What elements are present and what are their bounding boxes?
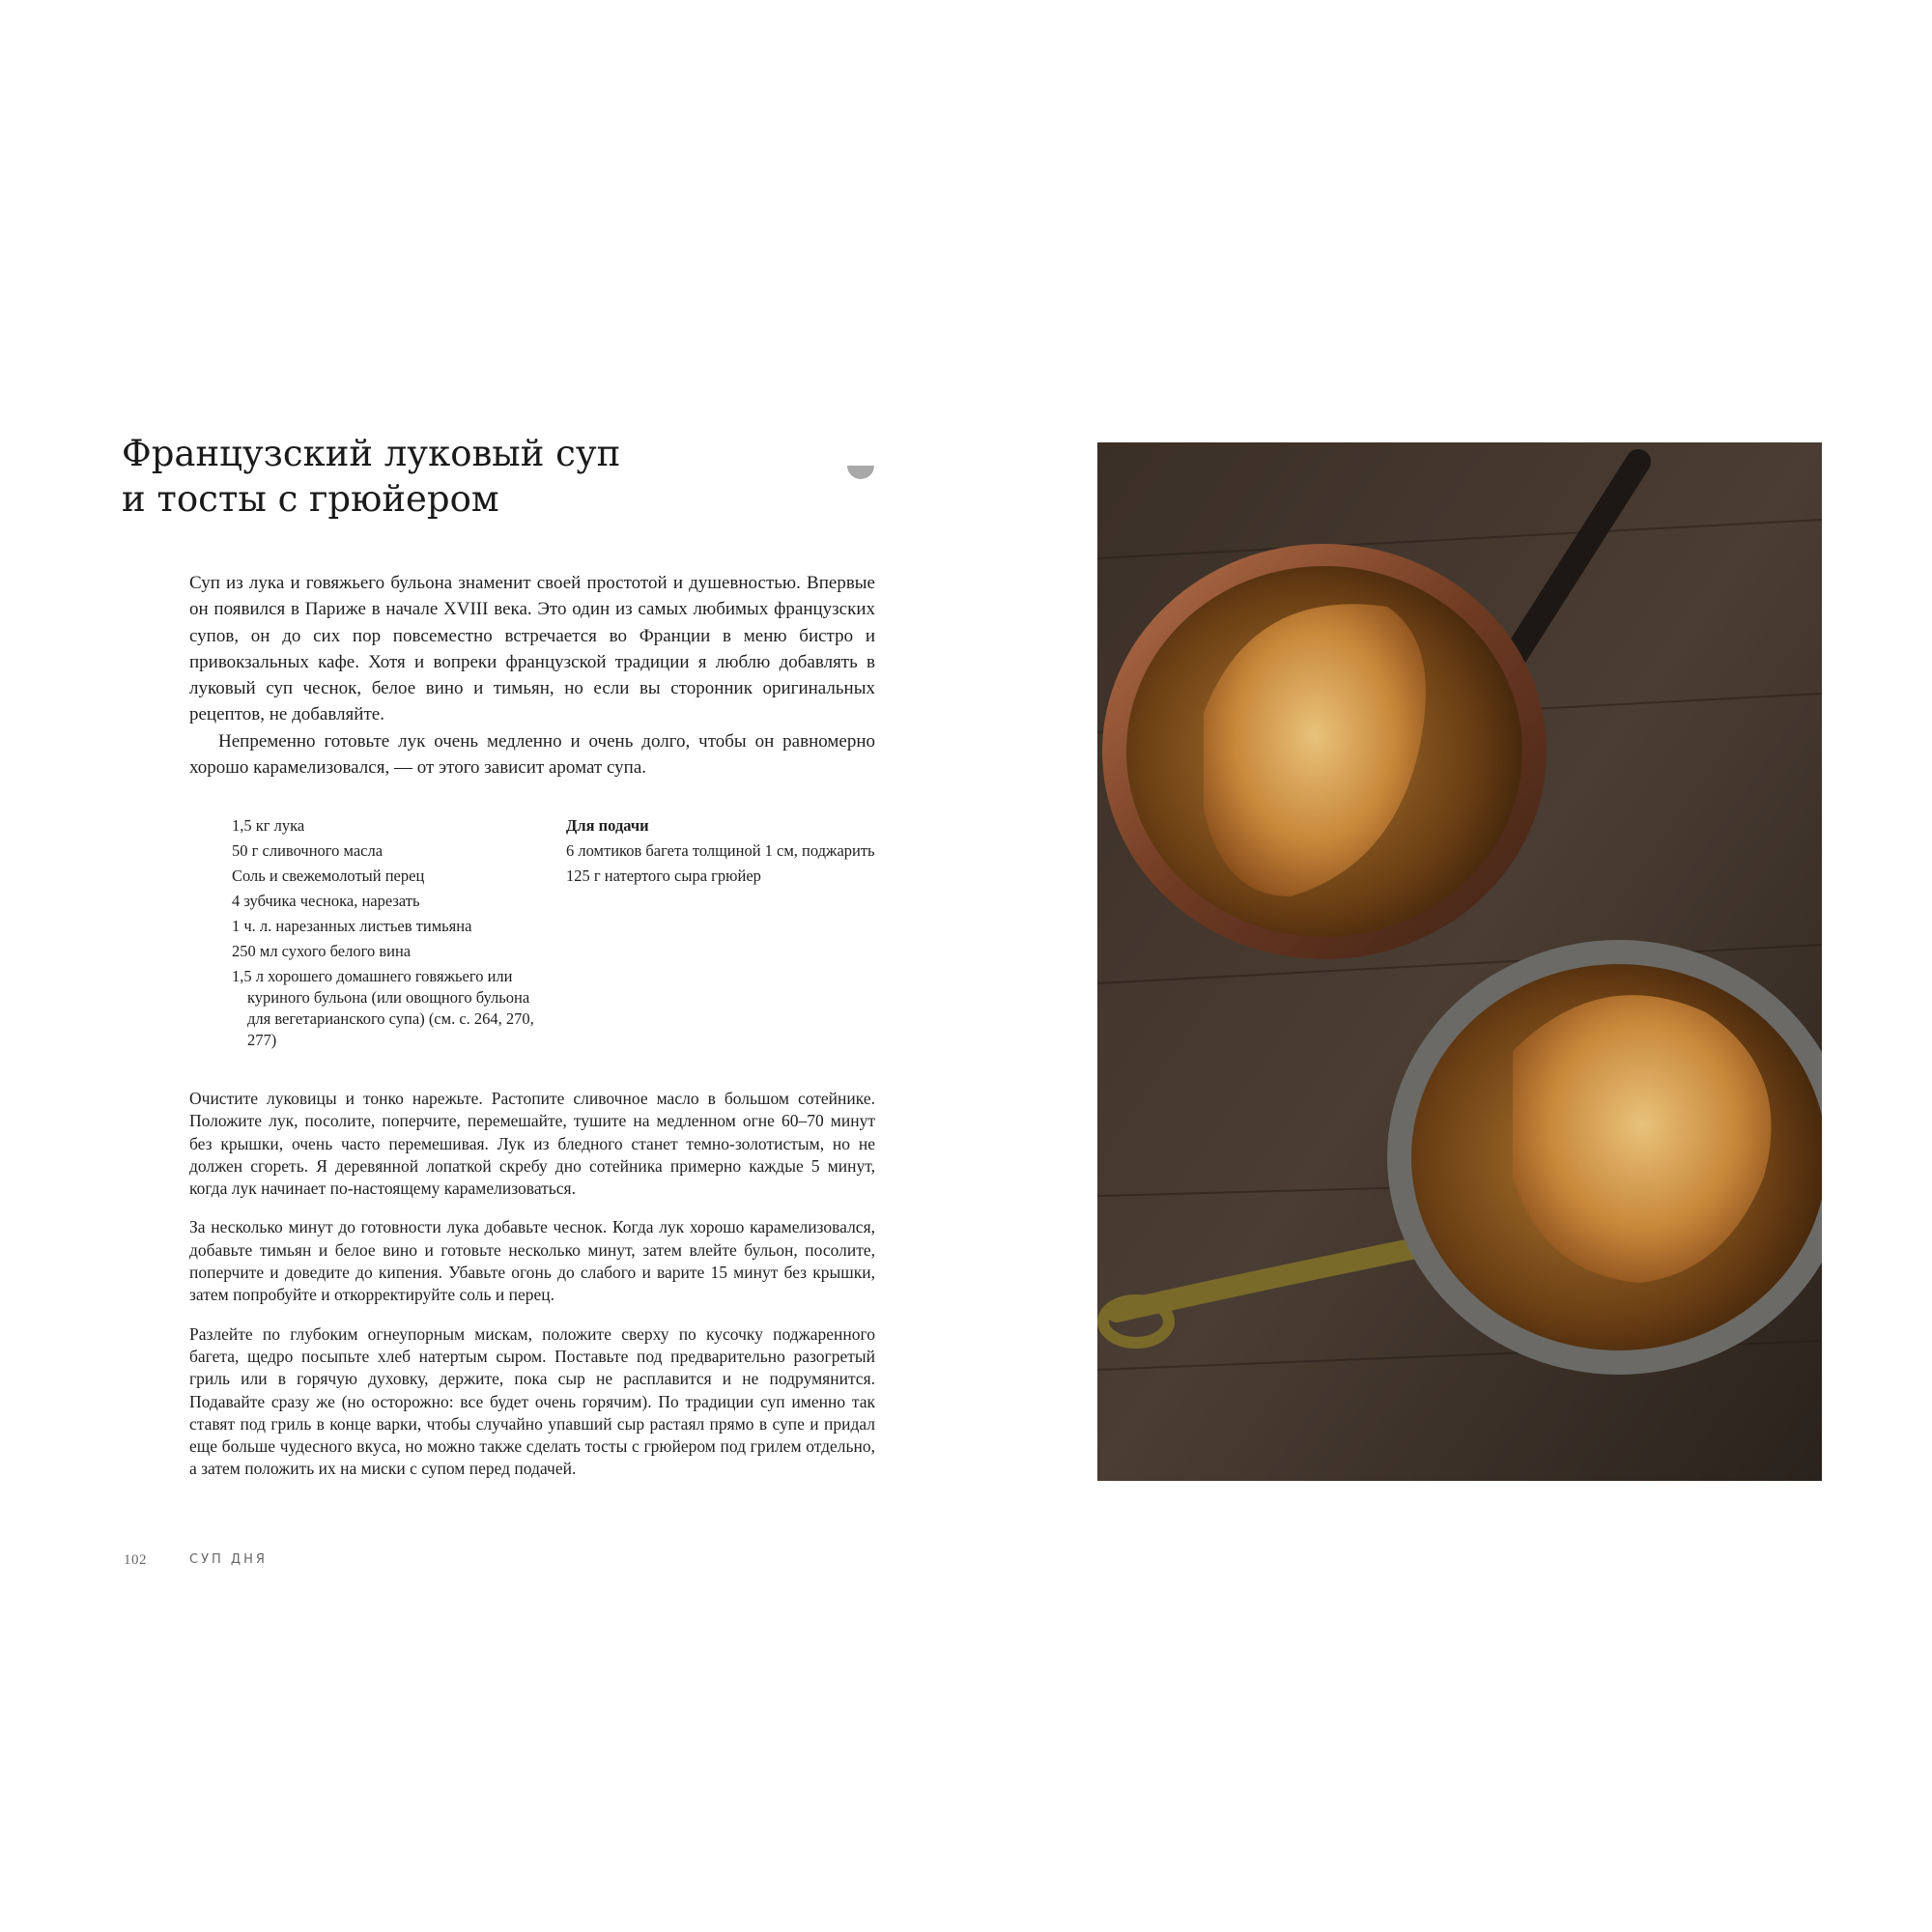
ingredient-item: 1,5 кг лука: [232, 816, 305, 835]
serving-ingredients: [566, 815, 875, 891]
ingredient-item: 1 ч. л. нарезанных листьев тимьяна: [232, 917, 472, 935]
serving-item: 125 г натертого сыра грюйер: [566, 867, 761, 885]
method-steps: [189, 1088, 875, 1497]
soup-photo-illustration: [1097, 442, 1822, 1481]
serving-item: 6 ломтиков багета толщиной 1 см, поджарить: [566, 841, 875, 860]
recipe-title: [122, 431, 663, 522]
page-number: 102: [124, 1552, 147, 1568]
ingredient-item: 1,5 л хорошего домашнего говяжьего или куриного бульона (или овощного бульона для вегетарианского супа) (см. с. 264, 270, 277): [232, 967, 534, 1049]
ingredient-item: Соль и свежемолотый перец: [232, 867, 425, 885]
ingredient-item: 50 г сливочного масла: [232, 841, 384, 860]
intro-paragraph: Непременно готовьте лук очень медленно и очень долго, чтобы он равномерно хорошо карамелизовался, — от этого зависит аромат супа.: [189, 730, 875, 779]
bowl-icon: [847, 466, 874, 479]
ingredient-item: 250 мл сухого белого вина: [232, 942, 412, 960]
recipe-title-line-2: и тосты с грюйером: [122, 478, 499, 520]
serving-list: [566, 840, 875, 887]
soup-photo: [1097, 442, 1822, 1481]
method-paragraph: За несколько минут до готовности лука добавьте чеснок. Когда лук хорошо карамелизовался, добавьте тимьян и белое вино и готовьте несколько минут, затем влейте бульон, посолите, поперчите и доведите до кипения. Убавьте огонь до слабого и варите 15 минут без крышки, затем попробуйте и откорректируйте соль и перец.: [189, 1217, 875, 1305]
section-name: СУП ДНЯ: [189, 1552, 268, 1567]
recipe-intro: [189, 570, 875, 781]
ingredient-item: 4 зубчика чеснока, нарезать: [232, 892, 420, 910]
method-paragraph: Очистите луковицы и тонко нарежьте. Растопите сливочное масло в большом сотейнике. Положите лук, посолите, поперчите, перемешайте, тушите на медленном огне 60–70 минут без крышки, очень часто перемешивая. Лук из бледного станет темно-золотистым, но не должен сгореть. Я деревянной лопаткой скребу дно сотейника примерно каждые 5 минут, когда лук начинает по-настоящему карамелизоваться.: [189, 1089, 875, 1199]
intro-paragraph: Суп из лука и говяжьего бульона знаменит своей простотой и душевностью. Впервые он появился в Париже в начале XVIII века. Это один из самых любимых французских супов, он до сих пор повсеместно встречается во Франции в меню бистро и привокзальных кафе. Хотя и вопреки французской традиции я люблю добавлять в луковый суп чеснок, белое вино и тимьян, но если вы сторонник оригинальных рецептов, не добавляйте.: [189, 573, 875, 725]
serving-heading: Для подачи: [566, 816, 649, 835]
ingredients-list: [232, 815, 551, 1055]
method-paragraph: Разлейте по глубоким огнеупорным мискам, положите сверху по кусочку поджаренного багета, щедро посыпьте хлеб натертым сыром. Поставьте под предварительно разогретый гриль или в горячую духовку, держите, пока сыр не расплавится и не подрумянится. Подавайте сразу же (но осторожно: все будет очень горячим). По традиции суп именно так ставят под гриль в конце варки, чтобы случайно упавший сыр растаял прямо в супе и придал еще больше чудесного вкуса, но можно также сделать тосты с грюйером под грилем отдельно, а затем положить их на миски с супом перед подачей.: [189, 1323, 875, 1479]
recipe-title-line-1: Французский луковый суп: [122, 433, 621, 474]
